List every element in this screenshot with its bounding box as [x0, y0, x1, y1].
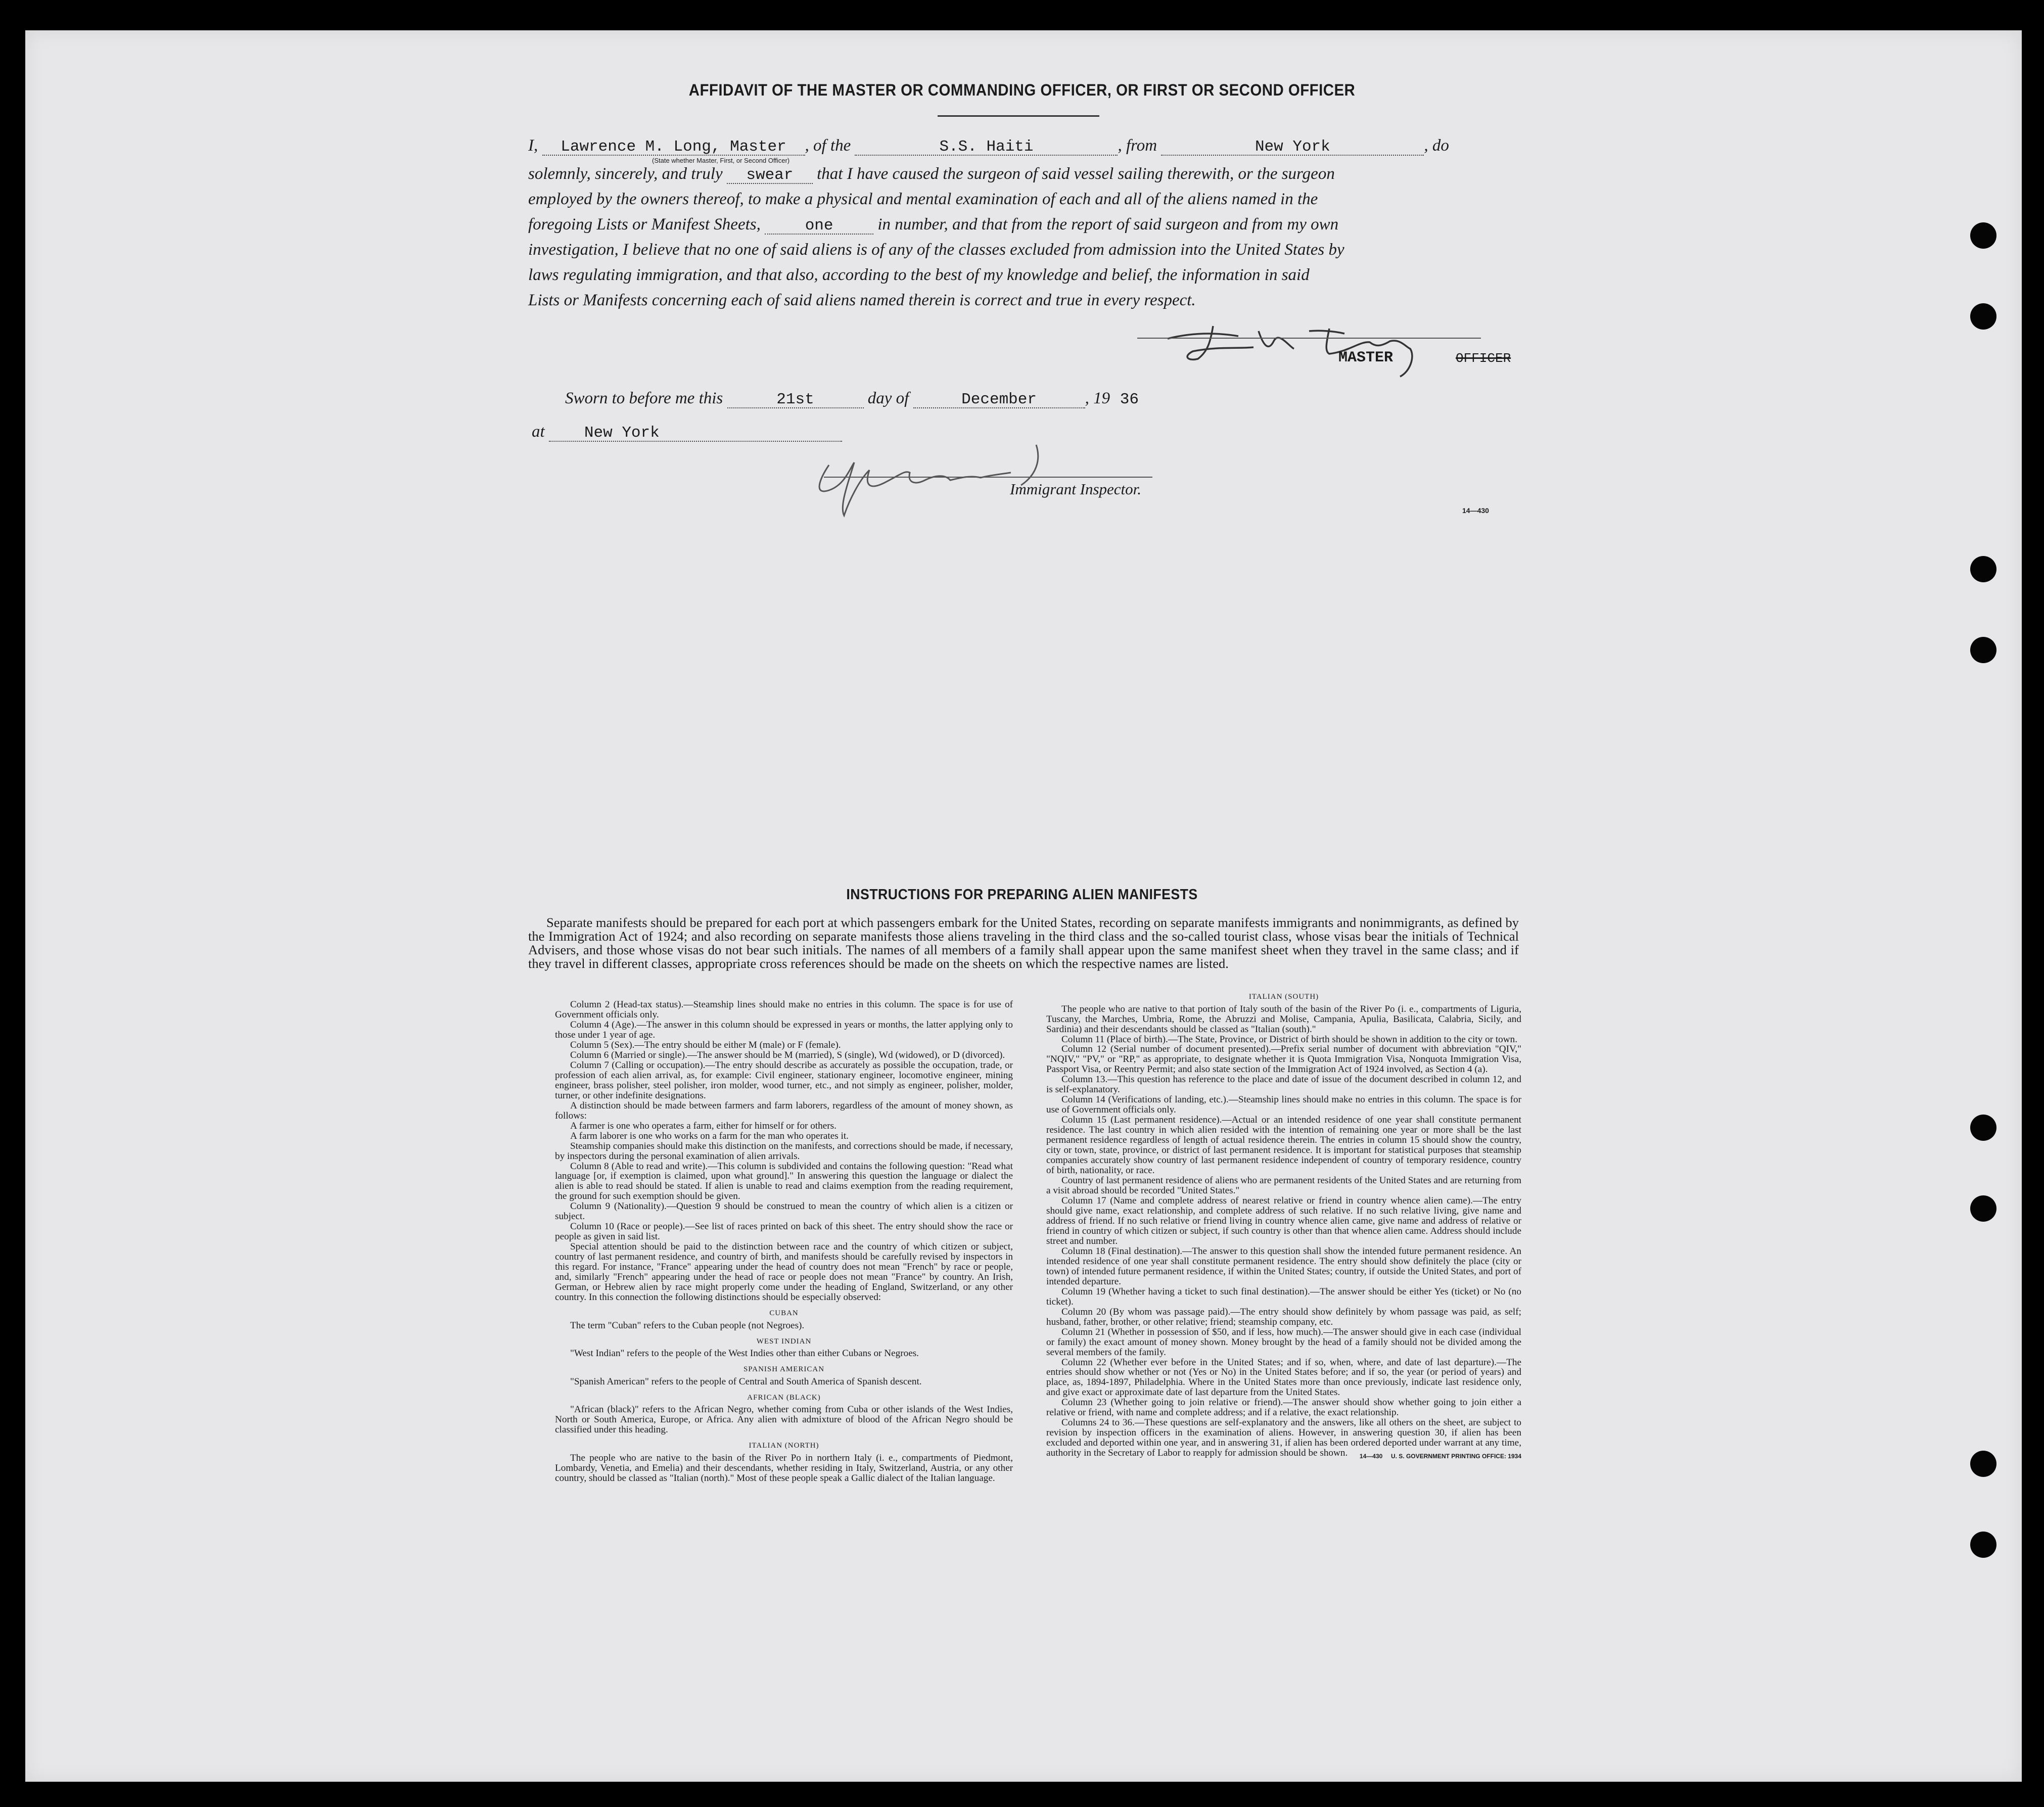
race-country-distinction: Special attention should be paid to the distinction between race and the country of which citizen or subject, country of last permanent residence, and country of birth, and manifests should be carefully revised by inspectors in this regard. For instance, "France" appearing under the head of country does not mean "French" by race or people, and, similarly "French" appearing under the head of race or people does not mean "France" by country. An Irish, German, or Hebrew alien by race might properly come under the heading of England, Switzerland, or any other country. In this connection the following distinctions should be especially observed:	[555, 1241, 1013, 1303]
cuban-definition: The term "Cuban" refers to the Cuban people (not Negroes).	[570, 1320, 805, 1331]
binder-hole	[1970, 303, 1996, 330]
affidavit-text-3b: in number, and that from the report of said surgeon and from my own	[877, 215, 1339, 234]
heading-spanish-american: SPANISH AMERICAN	[743, 1365, 825, 1374]
steamship-distinction: Steamship companies should make this distinction on the manifests, and corrections should be made, if necessary, by inspectors during the personal examination of alien arrivals.	[555, 1140, 1013, 1162]
vessel-field: S.S. Haiti	[855, 139, 1118, 156]
struck-title	[1456, 352, 1511, 365]
column-15-instruction: Column 15 (Last permanent residence).—Actual or an intended residence of one year shall constitute permanent residence. The last country in which alien resided with the intention of remaining one year or more shall be the last permanent residence regardless of length of actual residence therein. The entries in column 15 should show the country, city or town, state, province, or district of last permanent residence. It is important for statistical purposes that steamship companies accurately show country of last permanent residence independent of country of temporary residence, country of birth, nationality, or race.	[1046, 1115, 1521, 1176]
place-line	[532, 424, 842, 442]
inspector-title: Immigrant Inspector.	[1010, 480, 1142, 498]
master-signature-line	[1137, 338, 1481, 339]
column-15-note: Country of last permanent residence of aliens who are permanent residents of the United States and are returning from a visit abroad should be recorded "United States."	[1046, 1175, 1521, 1196]
affidavit-line-6: laws regulating immigration, and that also, according to the best of my knowledge and belief, the information in said	[528, 266, 1310, 284]
instructions-left-column	[555, 1000, 1013, 1484]
affidavit-line-4	[528, 216, 1338, 235]
column-21-instruction: Column 21 (Whether in possession of $50, and if less, how much).—The answer should give in each case (individual or family) the exact amount of money shown. Money brought by the head of a family should not be divided among the several members of the family.	[1046, 1326, 1521, 1358]
officer-name-field: Lawrence M. Long, Master	[542, 139, 805, 156]
heading-italian-north: ITALIAN (NORTH)	[749, 1442, 819, 1450]
binder-hole	[1970, 556, 1996, 582]
column-9-instruction: Column 9 (Nationality).—Question 9 should be construed to mean the country of which alien is a citizen or subject.	[555, 1201, 1013, 1222]
port-field: New York	[1161, 139, 1424, 156]
sworn-day-field: 21st	[727, 392, 864, 408]
sworn-prefix: Sworn to before me this	[565, 389, 723, 407]
italian-north-definition: The people who are native to the basin of the River Po in northern Italy (i. e., compartments of Piedmont, Lombardy, Venetia, and Emelia) and their descendants, whether residing in Italy, Switzerland, Austria, or any other country, should be classed as "Italian (north)." Most of these people speak a Gallic dialect of the Italian language.	[555, 1452, 1013, 1484]
heading-cuban: CUBAN	[769, 1309, 799, 1318]
farmer-definition: A farmer is one who operates a farm, either for himself or for others.	[570, 1120, 837, 1131]
instructions-right-column	[1046, 993, 1521, 1460]
column-12-instruction: Column 12 (Serial number of document presented).—Prefix serial number of document with abbreviation "QIV," "NQIV," "PV," or "RP," as appropriate, to designate whether it is Quota Immigration Visa, Nonquota Immigration Visa, Passport Visa, or Reentry Permit; and also state section of the Immigration Act of 1924 involved, as Section 4 (a).	[1046, 1044, 1521, 1075]
solemnly-text: solemnly, sincerely, and truly	[528, 165, 723, 183]
sheet-count-field: one	[765, 218, 873, 235]
year-prefix: , 19	[1085, 389, 1110, 407]
column-18-instruction: Column 18 (Final destination).—The answer to this question shall show the intended future permanent residence. An intended residence of one year shall constitute permanent residence. The entry should show definitely the place (city or town) of intended future permanent residence, if within the United States; country, if outside the United States, and port of intended departure.	[1046, 1245, 1521, 1287]
spanish-american-definition: "Spanish American" refers to the people of Central and South America of Spanish descent.	[570, 1376, 922, 1387]
heading-italian-south: ITALIAN (SOUTH)	[1248, 993, 1319, 1001]
affidavit-title: AFFIDAVIT OF THE MASTER OR COMMANDING OFFICER, OR FIRST OR SECOND OFFICER	[688, 81, 1356, 99]
column-14-instruction: Column 14 (Verifications of landing, etc.).—Steamship lines should make no entries in this column. The space is for use of Government officials only.	[1046, 1094, 1521, 1116]
signer-title: MASTER	[1338, 349, 1393, 366]
from-text: , from	[1118, 136, 1157, 155]
printing-office-footer: 14—430 U. S. GOVERNMENT PRINTING OFFICE: 1934	[1359, 1453, 1521, 1460]
column-13-instruction: Column 13.—This question has reference to the place and date of issue of the document described in column 12, and is self-explanatory.	[1046, 1074, 1521, 1095]
sworn-place-field: New York	[549, 425, 842, 442]
do-text: , do	[1424, 136, 1449, 155]
column-7-instruction: Column 7 (Calling or occupation).—The entry should describe as accurately as possible the occupation, trade, or profession of each alien arrival, as, for example: Civil engineer, stationary engineer, locomotive engineer, mining engineer, brass polisher, steel polisher, iron molder, wood turner, etc., and not simply as engineer, polisher, molder, turner, or other indefinite designations.	[555, 1059, 1013, 1101]
rank-note: (State whether Master, First, or Second Officer)	[652, 157, 790, 164]
affidavit-text-1: that I have caused the surgeon of said vessel sailing therewith, or the surgeon	[817, 165, 1335, 183]
master-signature	[1137, 311, 1481, 382]
columns-24-36-instruction: Columns 24 to 36.—These questions are self-explanatory and the answers, like all others on the sheet, are subject to revision by inspection officers in the examination of aliens. However, in answering question 30, if alien has been excluded and deported within one year, and in answering 31, if alien has been ordered deported under warrant at any time, authority in the Secretary of Labor to reapply for admission should be shown.	[1046, 1417, 1521, 1459]
binder-hole	[1970, 1195, 1996, 1222]
african-definition: "African (black)" refers to the African Negro, whether coming from Cuba or other islands of the West Indies, North or South America, Europe, or Africa. Any alien with admixture of blood of the African Negro should be classified under this heading.	[555, 1404, 1013, 1435]
column-2-instruction: Column 2 (Head-tax status).—Steamship lines should make no entries in this column. The space is for use of Government officials only.	[555, 999, 1013, 1020]
sworn-line	[565, 390, 1144, 408]
heading-west-indian: WEST INDIAN	[756, 1337, 812, 1346]
column-6-instruction: Column 6 (Married or single).—The answer should be M (married), S (single), Wd (widowed), or D (divorced).	[570, 1049, 1005, 1060]
binder-hole	[1970, 1451, 1996, 1477]
column-4-instruction: Column 4 (Age).—The answer in this column should be expressed in years or months, the latter applying only to those under 1 year of age.	[555, 1019, 1013, 1040]
form-number: 14—430	[1462, 506, 1489, 515]
year-field: 36	[1120, 391, 1139, 408]
column-17-instruction: Column 17 (Name and complete address of nearest relative or friend in country whence alien came).—The entry should give name, exact relationship, and complete address of such relative. If no such relative living, give name and address of friend. If no such relative or friend living in country whence alien came, give name and address of relative or friend in country of which citizen or subject, if such country is other than that whence alien came. Address should include street and number.	[1046, 1195, 1521, 1246]
binder-hole	[1970, 1115, 1996, 1141]
inspector-signature-line	[824, 477, 1152, 478]
instructions-title: INSTRUCTIONS FOR PREPARING ALIEN MANIFESTS	[846, 887, 1198, 903]
affidavit-line-1	[528, 137, 1449, 156]
at-text: at	[532, 423, 545, 441]
column-10-instruction: Column 10 (Race or people).—See list of races printed on back of this sheet. The entry should show the race or people as given in said list.	[555, 1221, 1013, 1242]
affidavit-line-7: Lists or Manifests concerning each of said aliens named therein is correct and true in every respect.	[528, 291, 1196, 309]
day-of-text: day of	[867, 389, 909, 407]
column-11-instruction: Column 11 (Place of birth).—The State, Province, or District of birth should be shown in addition to the city or town.	[1061, 1034, 1518, 1045]
affidavit-line-3: employed by the owners thereof, to make a physical and mental examination of each and all of the aliens named in the	[528, 190, 1318, 208]
instructions-intro: Separate manifests should be prepared for each port at which passengers embark for the United States, recording on separate manifests immigrants and nonimmigrants, as defined by the Immigration Act of 1924; and also recording on separate manifests those aliens traveling in the third class and the so-called tourist class, whose visas bear the initials of Technical Advisers, and those whose visas do not bear such initials. The names of all members of a family shall appear upon the same manifest sheet when they travel in the same class; and if they travel in different classes, appropriate cross references should be made on the sheets on which the respective names are listed.	[528, 915, 1519, 971]
title-rule	[938, 115, 1099, 117]
farmer-distinction: A distinction should be made between farmers and farm laborers, regardless of the amount of money shown, as follows:	[555, 1100, 1013, 1121]
sworn-month-field: December	[913, 392, 1085, 408]
binder-hole	[1970, 1532, 1996, 1558]
affidavit-text-3a: foregoing Lists or Manifest Sheets,	[528, 215, 761, 234]
binder-hole	[1970, 222, 1996, 249]
column-20-instruction: Column 20 (By whom was passage paid).—The entry should show definitely by whom passage was paid, as self; husband, father, brother, or other relative; friend; steamship company, etc.	[1046, 1306, 1521, 1327]
column-22-instruction: Column 22 (Whether ever before in the United States; and if so, when, where, and date of last departure).—The entries should show whether or not (Yes or No) in the United States before; and if so, the year (or period of years) and place, as, 1894-1897, Philadelphia. Where in the United States more than once previously, indicate last residence only, and give exact or approximate date of last departure from the United States.	[1046, 1357, 1521, 1398]
west-indian-definition: "West Indian" refers to the people of the West Indies other than either Cubans or Negroes.	[570, 1348, 919, 1359]
column-8-instruction: Column 8 (Able to read and write).—This column is subdivided and contains the following question: "Read what language [or, if exemption is claimed, upon what ground]." In answering this question the language or dialect the alien is able to read should be stated. If alien is unable to read and claims exemption from the reading requirement, the ground for such exemption should be given.	[555, 1161, 1013, 1202]
i-text: I,	[528, 136, 538, 155]
farm-laborer-definition: A farm laborer is one who works on a farm for the man who operates it.	[570, 1130, 849, 1141]
oath-field: swear	[727, 167, 813, 184]
binder-hole	[1970, 637, 1996, 663]
of-the-text: , of the	[805, 136, 851, 155]
italian-south-definition: The people who are native to that portion of Italy south of the basin of the River Po (i. e., compartments of Liguria, Tuscany, the Marches, Umbria, Rome, the Abruzzi and Molise, Campania, Apulia, Basilicata, Calabria, Sicily, and Sardinia) and their descendants should be classed as "Italian (south)."	[1046, 1003, 1521, 1035]
affidavit-line-2	[528, 166, 1335, 184]
signer-title-row	[1338, 350, 1393, 365]
affidavit-line-5: investigation, I believe that no one of said aliens is of any of the classes excluded from admission into the United States by	[528, 241, 1344, 259]
column-19-instruction: Column 19 (Whether having a ticket to such final destination).—The answer should be either Yes (ticket) or No (no ticket).	[1046, 1286, 1521, 1307]
struck-title-text: OFFICER	[1456, 351, 1511, 366]
column-5-instruction: Column 5 (Sex).—The entry should be either M (male) or F (female).	[570, 1039, 841, 1050]
column-23-instruction: Column 23 (Whether going to join relative or friend).—The answer should show whether going to join either a relative or friend, with name and complete address; and if a relative, the exact relationship.	[1046, 1397, 1521, 1418]
heading-african: AFRICAN (BLACK)	[747, 1393, 821, 1402]
